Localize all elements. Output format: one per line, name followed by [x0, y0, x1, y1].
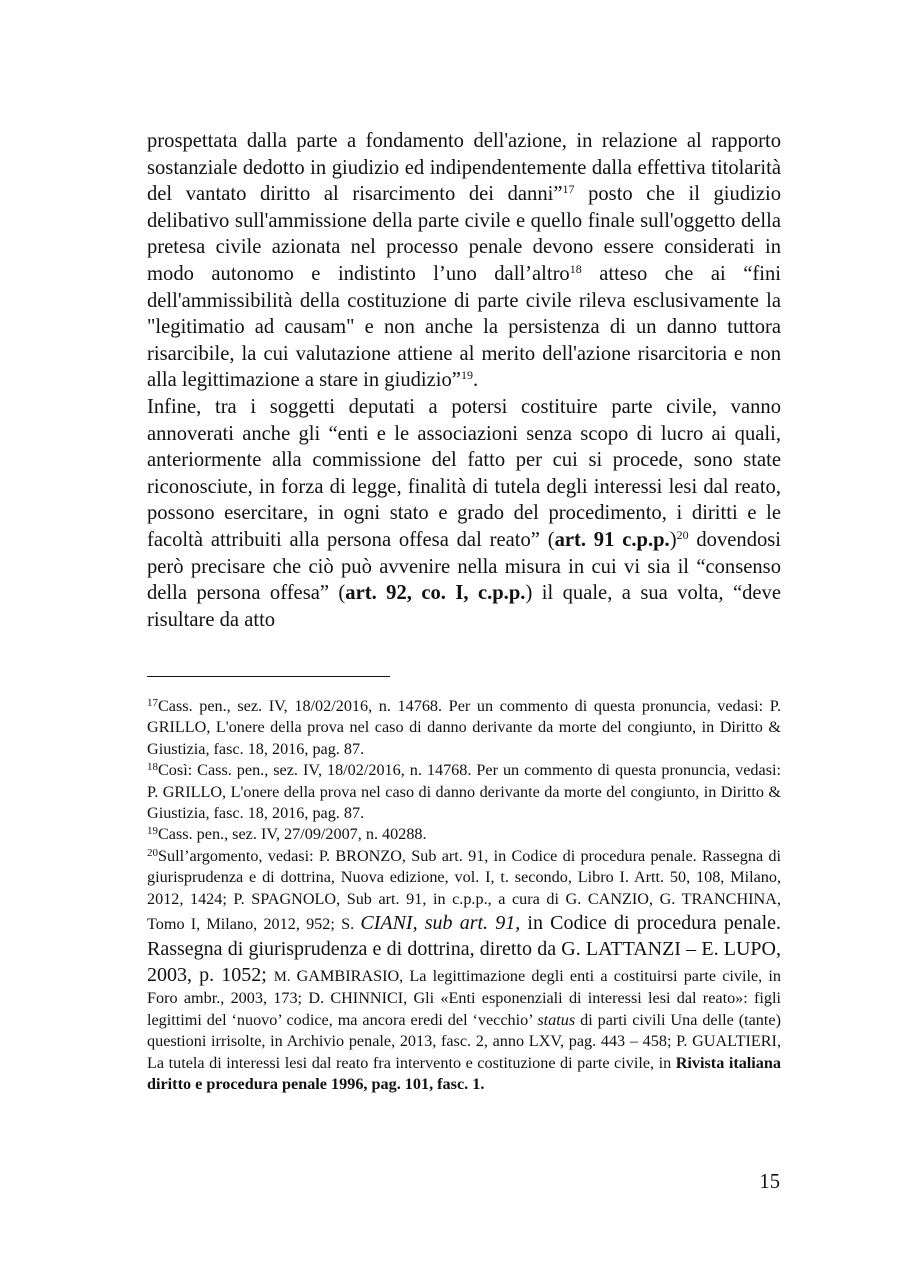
footnote-ref-18[interactable]: 18	[569, 261, 582, 276]
footnote-ref-19[interactable]: 19	[460, 368, 473, 383]
footnote-number: 17	[147, 697, 158, 709]
footnote-text: di parti civili Una delle (tante) questioni irrisolte, in Archivio penale, 2013, fasc. 2, anno LXV, pag. 443 – 458; P. GUALTIERI, La tutela di interessi lesi dal reato fra intervento e costituzione di parte civile, in	[147, 1010, 781, 1072]
footnote-20	[147, 846, 781, 1096]
paragraph-2	[147, 394, 781, 633]
page-number: 15	[759, 1171, 780, 1193]
citation-italic: CIANI, sub art. 91,	[360, 912, 521, 935]
footnote-18	[147, 760, 781, 824]
citation-bold: Rivista italiana diritto e procedura penale 1996, pag. 101, fasc. 1.	[147, 1053, 781, 1094]
footnote-text: Sull’argomento, vedasi: P. BRONZO, Sub art. 91, in Codice di procedura penale. Rassegna di giurisprudenza e di dottrina, Nuova edizione, vol. I, t. secondo, Libro I. Artt. 50, 108, Milano, 2012, 1424; P. SPAGNOLO, Sub art. 91, in c.p.p., a cura di G. CANZIO, G. TRANCHINA, Tomo I, Milano, 2012, 952; S.	[147, 846, 781, 934]
paragraph-text: prospettata dalla parte a fondamento dell'azione, in relazione al rapporto sostanziale dedotto in giudizio ed indipendentemente dalla effettiva titolarità del vantato diritto al risarcimento dei danni”	[147, 130, 781, 206]
footnote-text: GAMBIRASIO, La legittimazione degli enti a costituirsi parte civile, in Foro ambr., 2003, 173; D. CHINNICI, Gli «Enti esponenziali di interessi lesi dal reato»: figli legittimi del ‘nuovo’ codice, ma ancora eredi del ‘vecchio’	[147, 967, 781, 1029]
paragraph-text: ) il quale, a sua volta, “deve risultare da atto	[147, 582, 781, 631]
footnote-number: 20	[147, 846, 158, 859]
footnote-number: 18	[147, 761, 158, 774]
footnote-ref-20[interactable]: 20	[676, 527, 689, 542]
paragraph-text: Infine, tra i soggetti deputati a potersi costituire parte civile, vanno annoverati anche gli “enti e le associazioni senza scopo di lucro ai quali, anteriormente alla commissione del fatto per cui si procede, sono state riconosciute, in forza di legge, finalità di tutela degli interessi lesi dal reato, possono esercitare, in ogni stato e grado del procedimento, i diritti e le facoltà attribuiti alla persona offesa dal reato” (	[147, 395, 781, 551]
law-reference-art-92: art. 92, co. I, c.p.p.	[345, 582, 526, 605]
footnote-17	[147, 696, 781, 760]
footnotes	[147, 696, 781, 1096]
paragraph-text: dovendosi però precisare che ciò può avvenire nella misura in cui vi sia il “consenso della persona offesa” (	[147, 528, 782, 605]
footnote-text: Cass. pen., sez. IV, 18/02/2016, n. 14768. Per un commento di questa pronuncia, vedasi: P. GRILLO, L'onere della prova nel caso di danno derivante da morte del congiunto, in Diritto & Giustizia, fasc. 18, 2016, pag. 87.	[147, 697, 781, 758]
paragraph-text: .	[472, 369, 479, 392]
page-body	[147, 128, 781, 633]
footnote-text: in Codice di procedura penale. Rassegna di giurisprudenza e di dottrina, diretto da G. LATTANZI – E. LUPO, 2003, p. 1052;	[147, 912, 782, 987]
body-text	[147, 128, 781, 633]
paragraph-1	[147, 128, 781, 394]
footnote-19	[147, 824, 781, 845]
footnote-separator	[147, 676, 390, 677]
footnote-text: Così: Cass. pen., sez. IV, 18/02/2016, n. 14768. Per un commento di questa pronuncia, vedasi: P. GRILLO, L'onere della prova nel caso di danno derivante da morte del congiunto, in Diritto & Giustizia, fasc. 18, 2016, pag. 87.	[147, 761, 781, 823]
paragraph-text: atteso che ai “fini dell'ammissibilità della costituzione di parte civile rileva esclusivamente la "legitimatio ad causam" e non anche la persistenza di un danno tuttora risarcibile, la cui valutazione attiene al merito dell'azione risarcitoria e non alla legittimazione a stare in giudizio”	[147, 262, 781, 392]
paragraph-text: posto che il giudizio delibativo sull'ammissione della parte civile e quello finale sull'oggetto della pretesa civile azionata nel processo penale devono essere considerati in modo autonomo e indistinto l’uno dall’altro	[147, 183, 781, 285]
paragraph-text: )	[669, 528, 677, 551]
footnote-text: Cass. pen., sez. IV, 27/09/2007, n. 40288.	[158, 825, 427, 844]
footnote-number: 19	[147, 825, 158, 838]
footnote-text: M.	[273, 969, 291, 986]
law-reference-art-91: art. 91 c.p.p.	[554, 528, 670, 551]
citation-italic: status	[537, 1010, 576, 1029]
footnote-ref-17[interactable]: 17	[562, 182, 575, 197]
